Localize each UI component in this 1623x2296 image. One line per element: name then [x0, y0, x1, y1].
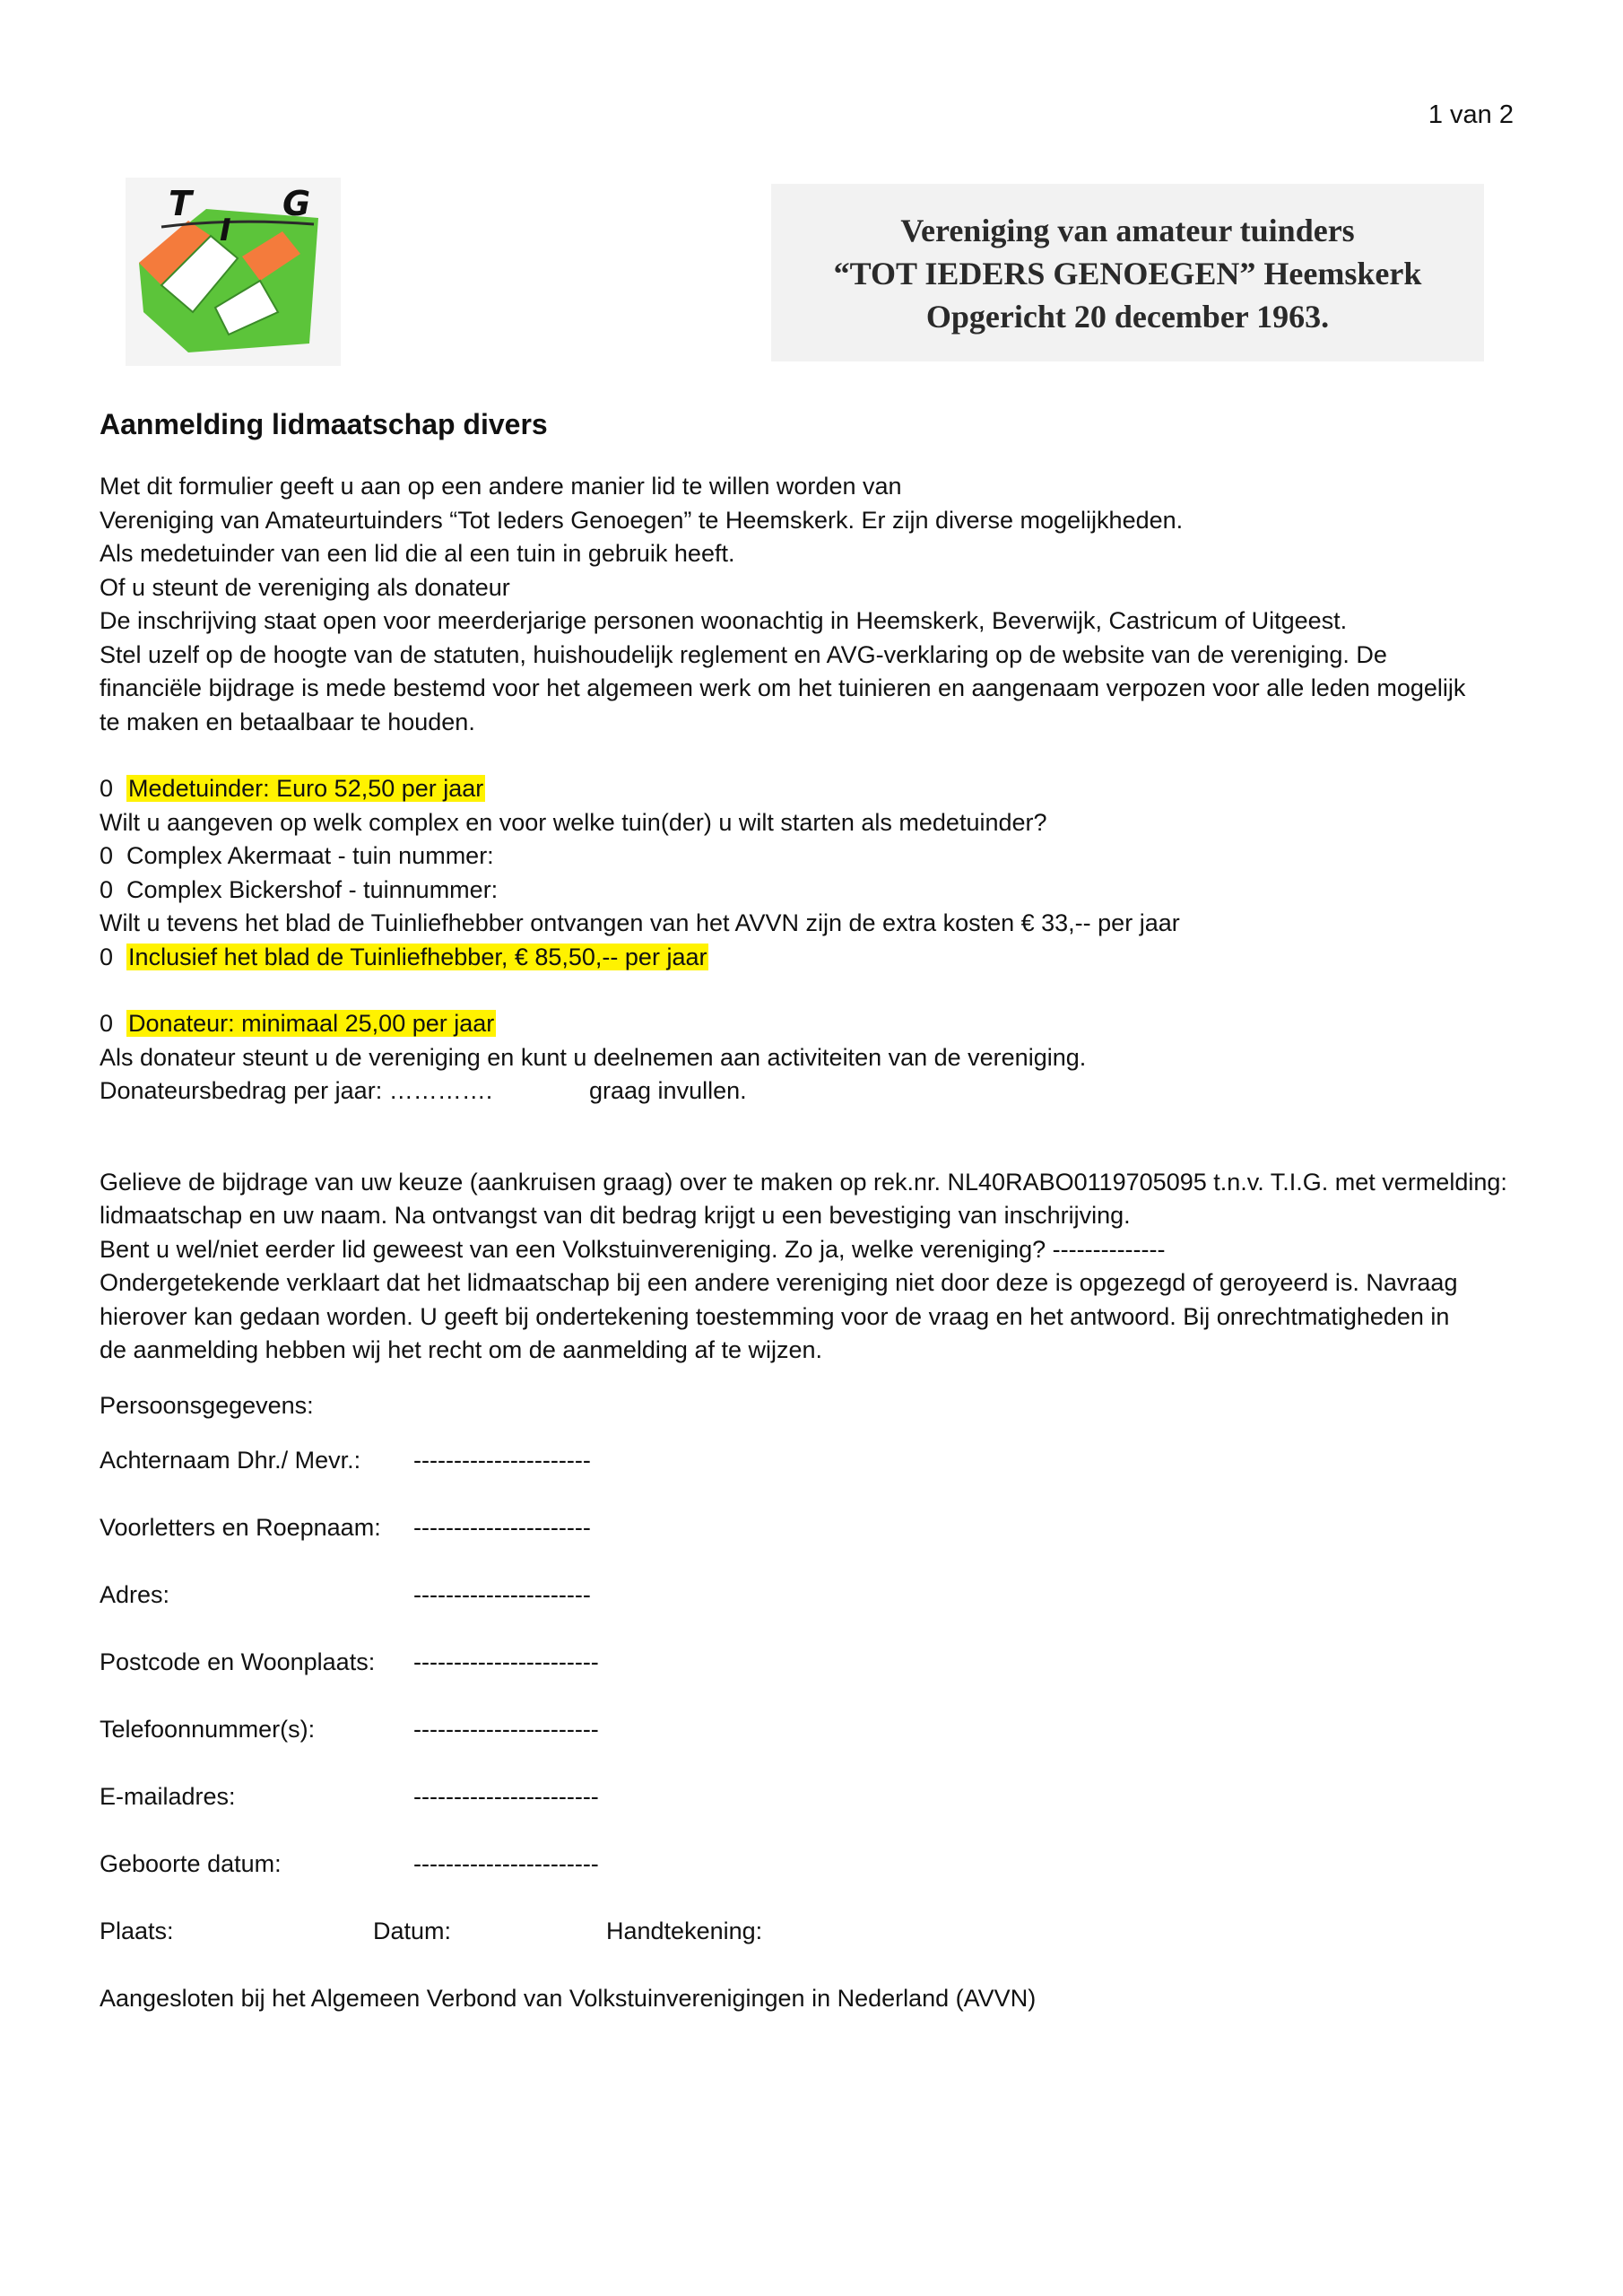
field-label: Adres: [100, 1581, 170, 1608]
field-achternaam[interactable] [100, 1444, 1543, 1478]
donateur-price: Donateur: minimaal 25,00 per jaar [128, 1010, 495, 1037]
form-body [100, 405, 1543, 2016]
medetuinder-price: Medetuinder: Euro 52,50 per jaar [128, 775, 484, 802]
header-line-3: Opgericht 20 december 1963. [925, 299, 1330, 335]
donateur-amount-field[interactable]: Donateursbedrag per jaar: …………. [100, 1077, 493, 1104]
field-line[interactable]: ---------------------- [413, 1581, 591, 1608]
field-postcode[interactable] [100, 1646, 1543, 1680]
intro-line: De inschrijving staat open voor meerderjarige personen woonachtig in Heemskerk, Beverwijk, Castricum of Uitgeest. [100, 607, 1348, 634]
field-label: Postcode en Woonplaats: [100, 1648, 376, 1675]
payment-line: Ondergetekende verklaart dat het lidmaatschap bij een andere vereniging niet door deze is opgezegd of geroyeerd is. Navraag [100, 1269, 1458, 1296]
payment-line: hierover kan gedaan worden. U geeft bij ondertekening toestemming voor de vraag en het antwoord. Bij onrechtmatigheden in [100, 1302, 1450, 1330]
footer-note: Aangesloten bij het Algemeen Verbond van Volkstuinverenigingen in Nederland (AVVN) [100, 1985, 1037, 2012]
field-email[interactable] [100, 1780, 1543, 1814]
field-label: Telefoonnummer(s): [100, 1716, 316, 1743]
field-line[interactable]: ---------------------- [413, 1514, 591, 1541]
logo-letter-i: I [220, 213, 231, 248]
tuinliefhebber-price: Inclusief het blad de Tuinliefhebber, € 85,50,-- per jaar [128, 943, 707, 970]
field-label: Voorletters en Roepnaam: [100, 1514, 381, 1541]
donateur-text: Als donateur steunt u de vereniging en kunt u deelnemen aan activiteiten van de vereniging. [100, 1043, 1087, 1071]
field-line[interactable]: ----------------------- [413, 1783, 599, 1810]
checkbox-marker[interactable]: 0 [100, 943, 114, 970]
tuinliefhebber-extra-text: Wilt u tevens het blad de Tuinliefhebber ontvangen van het AVVN zijn de extra kosten € 33,-- per jaar [100, 909, 1180, 936]
page-title: Aanmelding lidmaatschap divers [100, 408, 548, 440]
field-adres[interactable] [100, 1578, 1543, 1613]
logo-letter-t: T [169, 184, 192, 223]
payment-line: Gelieve de bijdrage van uw keuze (aankruisen graag) over te maken op rek.nr. NL40RABO0119705095 t.n.v. T.I.G. met vermelding: [100, 1168, 1507, 1196]
field-label: E-mailadres: [100, 1783, 236, 1810]
complex-bickershof-option[interactable] [100, 874, 1543, 908]
payment-line: de aanmelding hebben wij het recht om de aanmelding af te wijzen. [100, 1336, 823, 1363]
field-voorletters[interactable] [100, 1511, 1543, 1545]
field-line[interactable]: ---------------------- [413, 1447, 591, 1474]
datum-field[interactable]: Datum: [373, 1918, 452, 1944]
intro-line: financiële bijdrage is mede bestemd voor het algemeen werk om het tuinieren en aangenaam verpozen voor alle leden mogelijk [100, 674, 1466, 701]
field-line[interactable]: ----------------------- [413, 1850, 599, 1877]
intro-text [100, 470, 1543, 739]
intro-line: Stel uzelf op de hoogte van de statuten, huishoudelijk reglement en AVG-verklaring op de website van de vereniging. De [100, 640, 1387, 668]
tuinliefhebber-option[interactable] [100, 941, 1543, 975]
intro-line: Als medetuinder van een lid die al een tuin in gebruik heeft. [100, 540, 735, 567]
header-line-1: Vereniging van amateur tuinders [900, 213, 1355, 248]
page-number: 1 van 2 [1428, 100, 1514, 129]
intro-line: Vereniging van Amateurtuinders “Tot Ieders Genoegen” te Heemskerk. Er zijn diverse mogelijkheden. [100, 506, 1184, 534]
field-label: Achternaam Dhr./ Mevr.: [100, 1447, 361, 1474]
checkbox-marker[interactable]: 0 [100, 1010, 114, 1037]
handtekening-field[interactable]: Handtekening: [606, 1918, 763, 1944]
field-label: Geboorte datum: [100, 1850, 282, 1877]
association-header [771, 184, 1484, 361]
checkbox-marker[interactable]: 0 [100, 875, 114, 903]
field-line[interactable]: ----------------------- [413, 1648, 599, 1675]
medetuinder-option[interactable] [100, 772, 1543, 806]
medetuinder-section [100, 772, 1543, 974]
donateur-amount-hint: graag invullen. [589, 1077, 747, 1104]
personal-fields [100, 1444, 1543, 1949]
complex-akermaat-option[interactable] [100, 839, 1543, 874]
plaats-field[interactable]: Plaats: [100, 1918, 174, 1944]
donateur-option[interactable] [100, 1007, 1543, 1041]
complex-akermaat-label: Complex Akermaat - tuin nummer: [126, 842, 494, 869]
checkbox-marker[interactable]: 0 [100, 842, 114, 869]
donateur-section [100, 1007, 1543, 1109]
field-telefoon[interactable] [100, 1713, 1543, 1747]
field-geboortedatum[interactable] [100, 1848, 1543, 1882]
checkbox-marker[interactable]: 0 [100, 775, 114, 802]
donateur-amount-row [100, 1074, 1543, 1109]
header-line-2: “TOT IEDERS GENOEGEN” Heemskerk [833, 256, 1422, 291]
intro-line: te maken en betaalbaar te houden. [100, 708, 475, 735]
tig-logo [126, 178, 341, 366]
personal-heading: Persoonsgegevens: [100, 1391, 314, 1419]
payment-line: lidmaatschap en uw naam. Na ontvangst van dit bedrag krijgt u een bevestiging van inschrijving. [100, 1202, 1131, 1229]
intro-line: Met dit formulier geeft u aan op een andere manier lid te willen worden van [100, 473, 902, 500]
medetuinder-question: Wilt u aangeven op welk complex en voor welke tuin(der) u wilt starten als medetuinder? [100, 808, 1047, 836]
intro-line: Of u steunt de vereniging als donateur [100, 573, 510, 601]
signature-row [100, 1915, 1543, 1949]
complex-bickershof-label: Complex Bickershof - tuinnummer: [126, 875, 499, 903]
logo-letter-g: G [282, 184, 311, 223]
payment-text [100, 1166, 1543, 1368]
payment-line: Bent u wel/niet eerder lid geweest van een Volkstuinvereniging. Zo ja, welke vereniging? -------------- [100, 1235, 1166, 1263]
field-line[interactable]: ----------------------- [413, 1716, 599, 1743]
